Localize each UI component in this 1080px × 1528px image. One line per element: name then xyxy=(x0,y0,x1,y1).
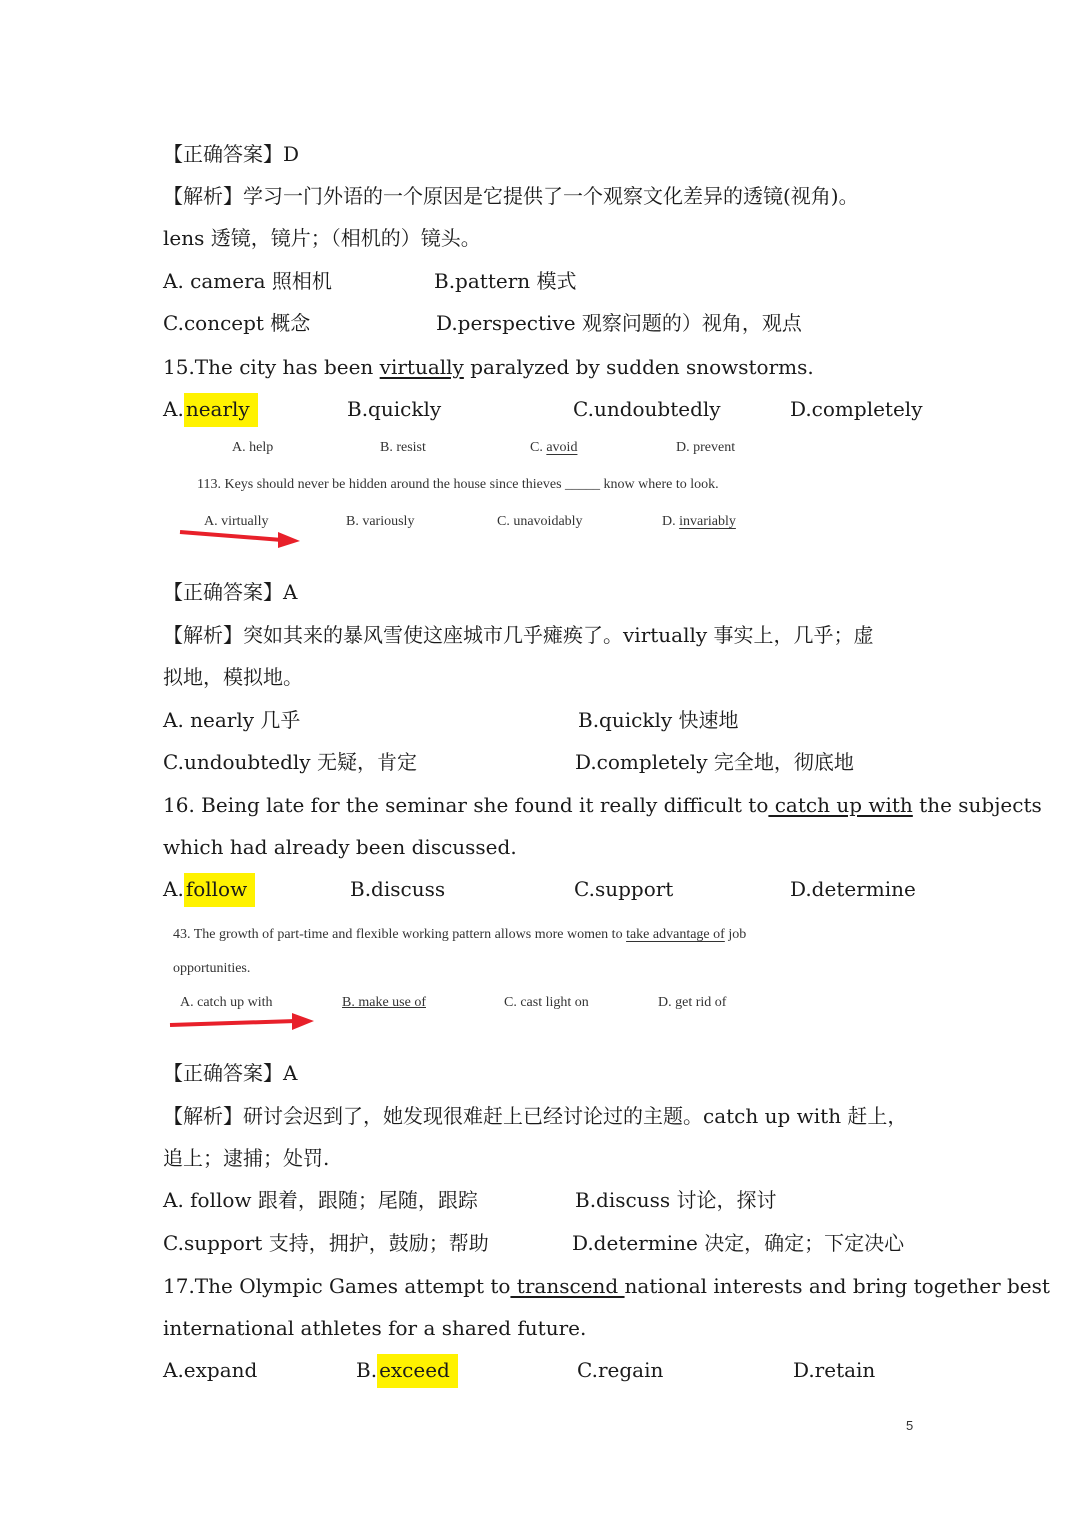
option-c: C.undoubtedly 无疑，肯定 xyxy=(163,750,417,774)
clip-option-c: C. avoid xyxy=(530,440,578,455)
option-a: A. follow xyxy=(163,876,255,902)
clip-answer-d: D. get rid of xyxy=(658,995,727,1010)
option-c: C.undoubtedly xyxy=(573,397,721,421)
question-16-line2: which had already been discussed. xyxy=(163,835,517,859)
question-text: 15.The city has been xyxy=(163,355,380,379)
question-15 xyxy=(163,354,814,380)
clip-answer-b: B. make use of xyxy=(342,995,426,1010)
option-b: B. exceed xyxy=(356,1357,458,1383)
option-d: D.determine 决定，确定；下定决心 xyxy=(572,1231,905,1255)
option-b: B.discuss xyxy=(350,877,446,901)
option-b: B.quickly 快速地 xyxy=(578,708,739,732)
option-c: C.regain xyxy=(577,1358,664,1382)
red-arrow-icon xyxy=(178,528,302,550)
clip-answer-a: A. virtually xyxy=(204,514,269,529)
option-d: D.determine xyxy=(790,877,916,901)
option-d: D.completely 完全地，彻底地 xyxy=(575,750,854,774)
answer-line: 【正确答案】A xyxy=(163,1061,298,1085)
analysis-line: 拟地，模拟地。 xyxy=(163,665,303,689)
question-17-line2: international athletes for a shared future. xyxy=(163,1316,587,1340)
highlighted-answer: nearly xyxy=(184,393,258,427)
answer-line: 【正确答案】A xyxy=(163,580,298,604)
option-a xyxy=(163,396,258,422)
option-d: D.completely xyxy=(790,397,923,421)
option-a: A.expand xyxy=(163,1358,258,1382)
clip-answer-a: A. catch up with xyxy=(180,995,273,1010)
option-c: C.support 支持，拥护，鼓励；帮助 xyxy=(163,1231,489,1255)
option-d: D.retain xyxy=(793,1358,876,1382)
definition-line: lens 透镜，镜片；（相机的）镜头。 xyxy=(163,226,481,250)
option-d: D.perspective 观察问题的）视角，观点 xyxy=(436,311,802,335)
clip-question: 43. The growth of part-time and flexible working pattern allows more women to take advantage of job xyxy=(173,927,747,942)
underlined-word: transcend xyxy=(510,1274,625,1298)
option-a: A. nearly 几乎 xyxy=(163,708,301,732)
highlighted-answer: exceed xyxy=(377,1354,458,1388)
clip-option-b: B. resist xyxy=(380,440,426,455)
option-a: A. camera 照相机 xyxy=(163,269,332,293)
option-a: A. follow 跟着，跟随；尾随，跟踪 xyxy=(163,1188,478,1212)
clip-answer-c: C. unavoidably xyxy=(497,514,583,529)
analysis-line: 【解析】研讨会迟到了，她发现很难赶上已经讨论过的主题。catch up with 赶上， xyxy=(163,1104,908,1128)
analysis-line: 追上；逮捕；处罚. xyxy=(163,1146,330,1170)
question-17: 17.The Olympic Games attempt to transcend national interests and bring together best xyxy=(163,1274,1050,1298)
option-b: B.quickly xyxy=(347,397,442,421)
question-text: paralyzed by sudden snowstorms. xyxy=(463,355,814,379)
option-c: C.support xyxy=(574,877,674,901)
page-number: 5 xyxy=(906,1418,914,1433)
underlined-phrase: catch up with xyxy=(768,793,913,817)
clip-option-d: D. prevent xyxy=(676,440,736,455)
clip-option-a: A. help xyxy=(232,440,274,455)
clip-answer-d: D. invariably xyxy=(662,514,736,529)
clip-answer-b: B. variously xyxy=(346,514,415,529)
option-c: C.concept 概念 xyxy=(163,311,311,335)
analysis-line: 【解析】突如其来的暴风雪使这座城市几乎瘫痪了。virtually 事实上，几乎；虚 xyxy=(163,623,874,647)
underlined-word: virtually xyxy=(379,355,464,379)
option-prefix: A. xyxy=(163,397,184,421)
clip-question-line2: opportunities. xyxy=(173,961,251,976)
option-b: B.discuss 讨论，探讨 xyxy=(575,1188,777,1212)
question-16: 16. Being late for the seminar she found it really difficult to catch up with the subjects xyxy=(163,793,1042,817)
red-arrow-icon xyxy=(168,1011,318,1033)
answer-line: 【正确答案】D xyxy=(163,142,300,166)
analysis-line: 【解析】学习一门外语的一个原因是它提供了一个观察文化差异的透镜(视角)。 xyxy=(163,184,859,208)
clip-question: 113. Keys should never be hidden around the house since thieves _____ know where to look. xyxy=(197,477,719,492)
option-b: B.pattern 模式 xyxy=(434,269,577,293)
clip-answer-c: C. cast light on xyxy=(504,995,589,1010)
highlighted-answer: follow xyxy=(184,873,255,907)
